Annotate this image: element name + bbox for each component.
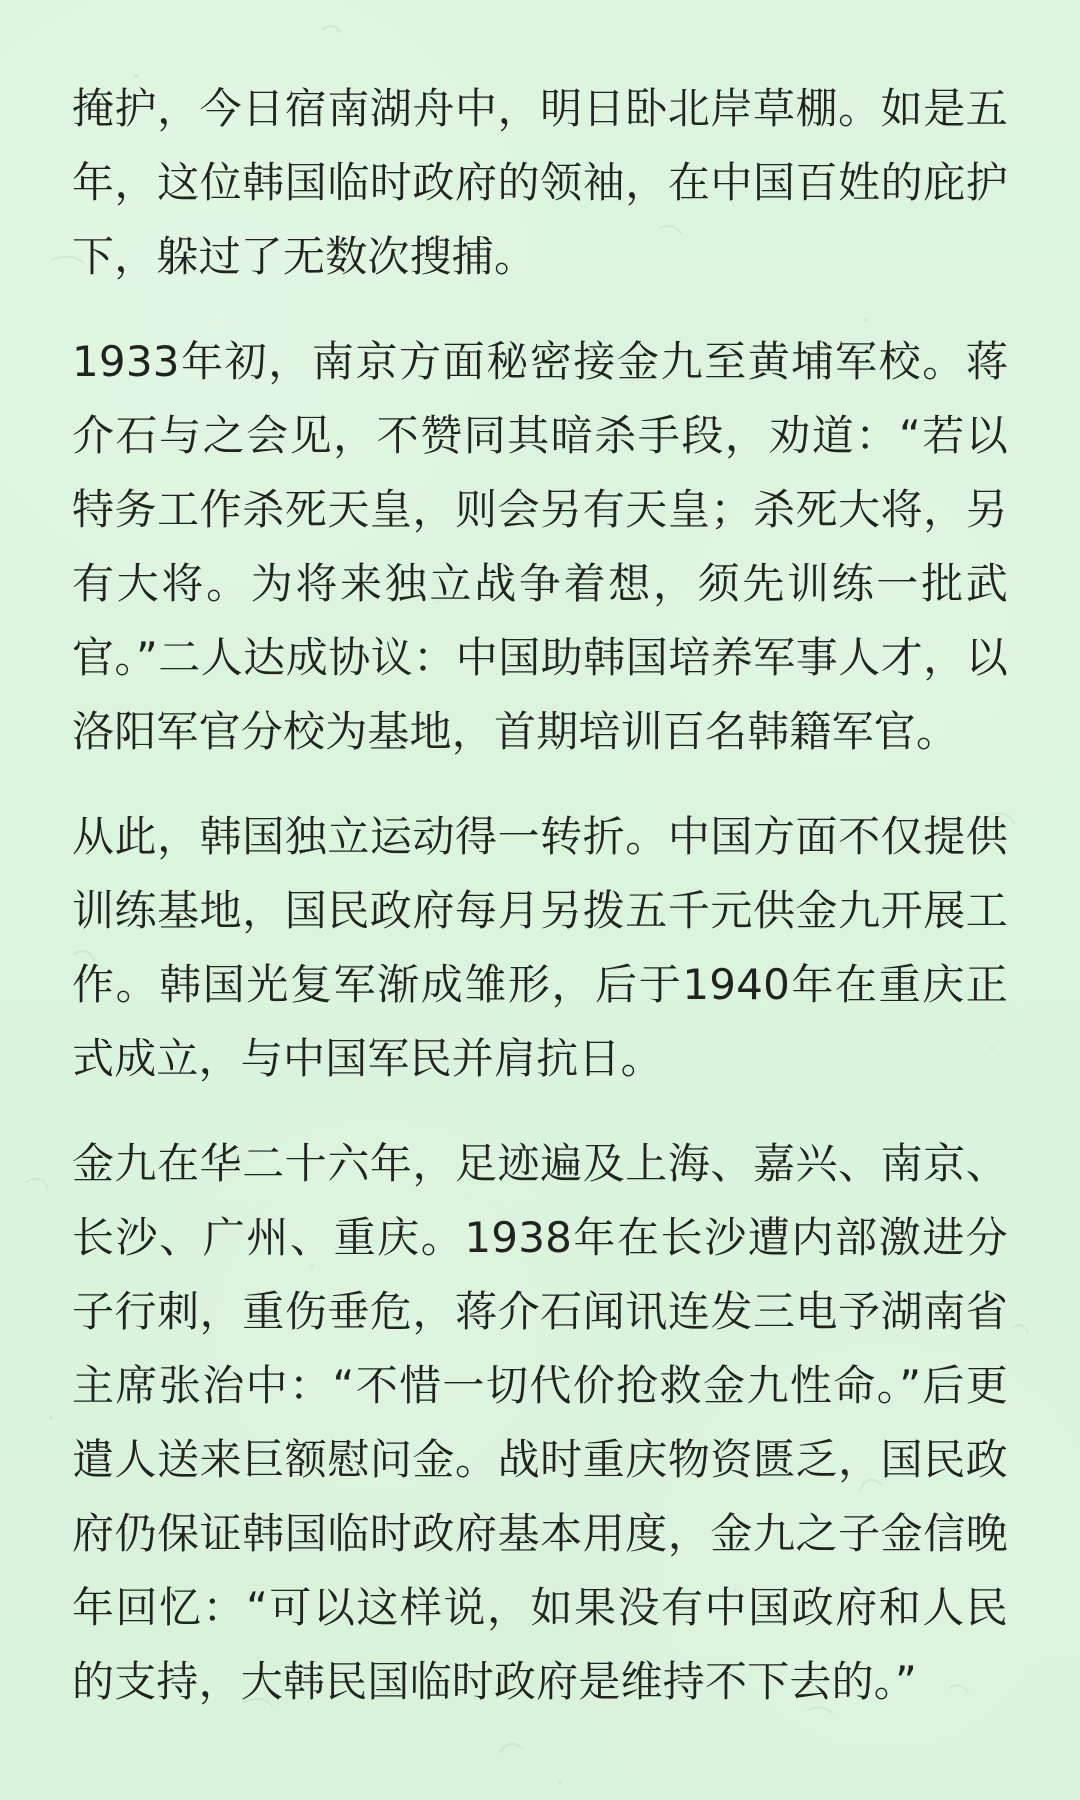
paragraph-4: 金九在华二十六年，足迹遍及上海、嘉兴、南京、长沙、广州、重庆。1938年在长沙遭内部激进分子行刺，重伤垂危，蒋介石闻讯连发三电予湖南省主席张治中：“不惜一切代价抢救金九性命。”后更遣人送来巨额慰问金。战时重庆物资匮乏，国民政府仍保证韩国临时政府基本用度，金九之子金信晚年回忆：“可以这样说，如果没有中国政府和人民的支持，大韩民国临时政府是维持不下去的。” — [72, 1139, 1008, 1706]
paragraph-1: 掩护，今日宿南湖舟中，明日卧北岸草棚。如是五年，这位韩国临时政府的领袖，在中国百姓的庇护下，躲过了无数次搜捕。 — [72, 84, 1008, 281]
paragraph-2: 1933年初，南京方面秘密接金九至黄埔军校。蒋介石与之会见，不赞同其暗杀手段，劝道：“若以特务工作杀死天皇，则会另有天皇；杀死大将，另有大将。为将来独立战争着想，须先训练一批武官。”二人达成协议：中国助韩国培养军事人才，以洛阳军官分校为基地，首期培训百名韩籍军官。 — [72, 337, 1008, 756]
paragraph-3: 从此，韩国独立运动得一转折。中国方面不仅提供训练基地，国民政府每月另拨五千元供金九开展工作。韩国光复军渐成雏形，后于1940年在重庆正式成立，与中国军民并肩抗日。 — [72, 812, 1008, 1083]
article-content — [72, 72, 1008, 1719]
